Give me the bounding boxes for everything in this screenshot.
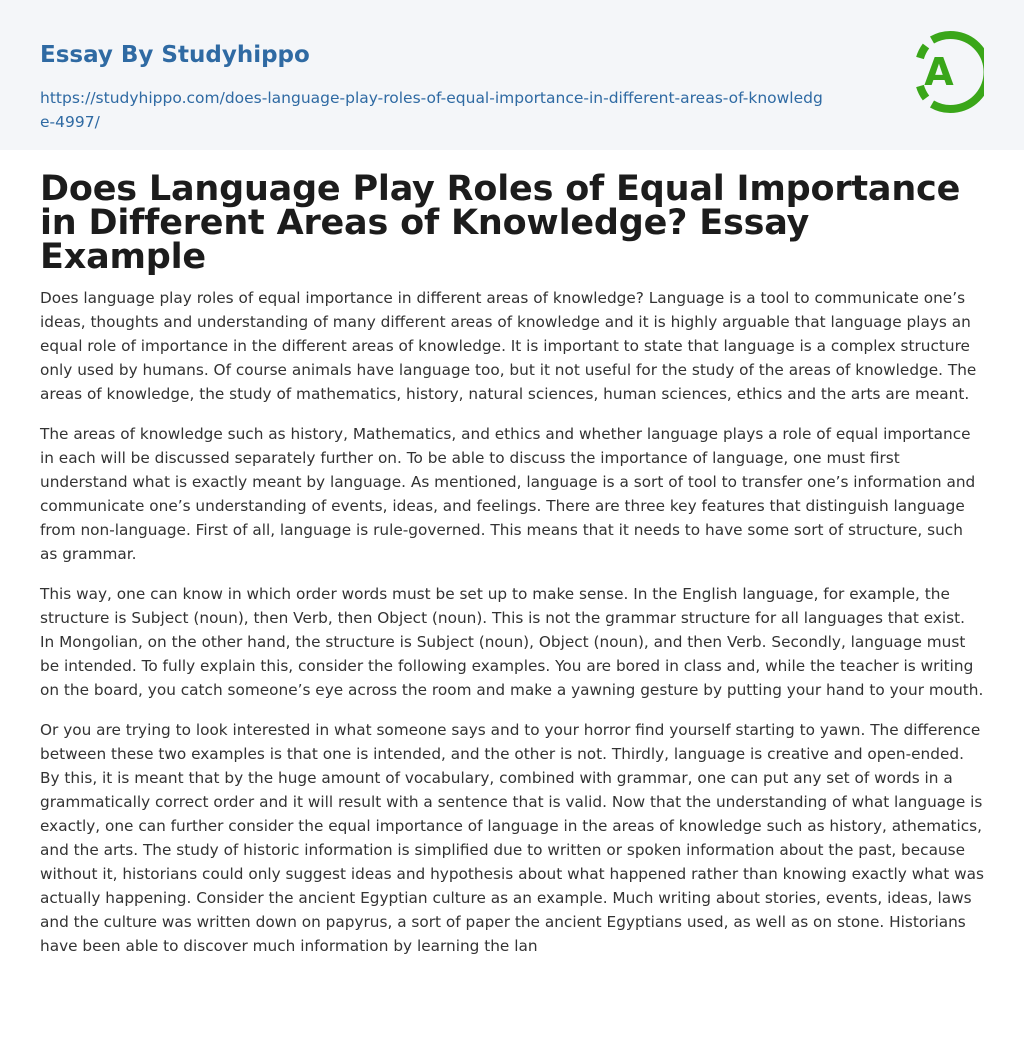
- article-paragraph-3: This way, one can know in which order words must be set up to make sense. In the English language, for example, the structure is Subject (noun), then Verb, then Object (noun). This is not the grammar structure for all languages that exist. In Mongolian, on the other hand, the structure is Subject (noun), Object (noun), and then Verb. Secondly, language must be intended. To fully explain this, consider the following examples. You are bored in class and, while the teacher is writing on the board, you catch someone’s eye across the room and make a yawning gesture by putting your hand to your mouth.: [40, 585, 984, 699]
- article-paragraph-4: Or you are trying to look interested in what someone says and to your horror find yourself starting to yawn. The difference between these two examples is that one is intended, and the other is not. Thirdly, language is creative and open-ended. By this, it is meant that by the huge amount of vocabulary, combined with grammar, one can put any set of words in a grammatically correct order and it will result with a sentence that is valid. Now that the understanding of what language is exactly, one can further consider the equal importance of language in the areas of knowledge such as history, athematics, and the arts. The study of historic information is simplified due to written or spoken information about the past, because without it, historians could only suggest ideas and hypothesis about what happened rather than knowing exactly what was actually happening. Consider the ancient Egyptian culture as an example. Much writing about stories, events, ideas, laws and the culture was written down on papyrus, a sort of paper the ancient Egyptians used, as well as on stone. Historians have been able to discover much information by learning the lan: [40, 721, 985, 955]
- article-paragraph-1: Does language play roles of equal importance in different areas of knowledge? Language is a tool to communicate one’s ideas, thoughts and understanding of many different areas of knowledge and it is highly arguable that language plays an equal role of importance in the different areas of knowledge. It is important to state that language is a complex structure only used by humans. Of course animals have language too, but it not useful for the study of the areas of knowledge. The areas of knowledge, the study of mathematics, history, natural sciences, human sciences, ethics and the arts are meant.: [40, 289, 977, 403]
- article-content: [0, 169, 1024, 958]
- logo-letter: A: [924, 50, 954, 94]
- article-title: Does Language Play Roles of Equal Importance in Different Areas of Knowledge? Essay Example: [40, 169, 961, 277]
- letter-a-circle-logo-icon[interactable]: [912, 30, 984, 114]
- source-url-link[interactable]: https://studyhippo.com/does-language-play-roles-of-equal-importance-in-different-areas-of-knowledge-4997/: [40, 89, 823, 131]
- article-paragraph-2: The areas of knowledge such as history, Mathematics, and ethics and whether language plays a role of equal importance in each will be discussed separately further on. To be able to discuss the importance of language, one must first understand what is exactly meant by language. As mentioned, language is a sort of tool to transfer one’s information and communicate one’s understanding of events, ideas, and feelings. There are three key features that distinguish language from non-language. First of all, language is rule-governed. This means that it needs to have some sort of structure, such as grammar.: [40, 425, 976, 563]
- site-header: [0, 0, 1024, 150]
- site-brand[interactable]: Essay By Studyhippo: [40, 42, 310, 68]
